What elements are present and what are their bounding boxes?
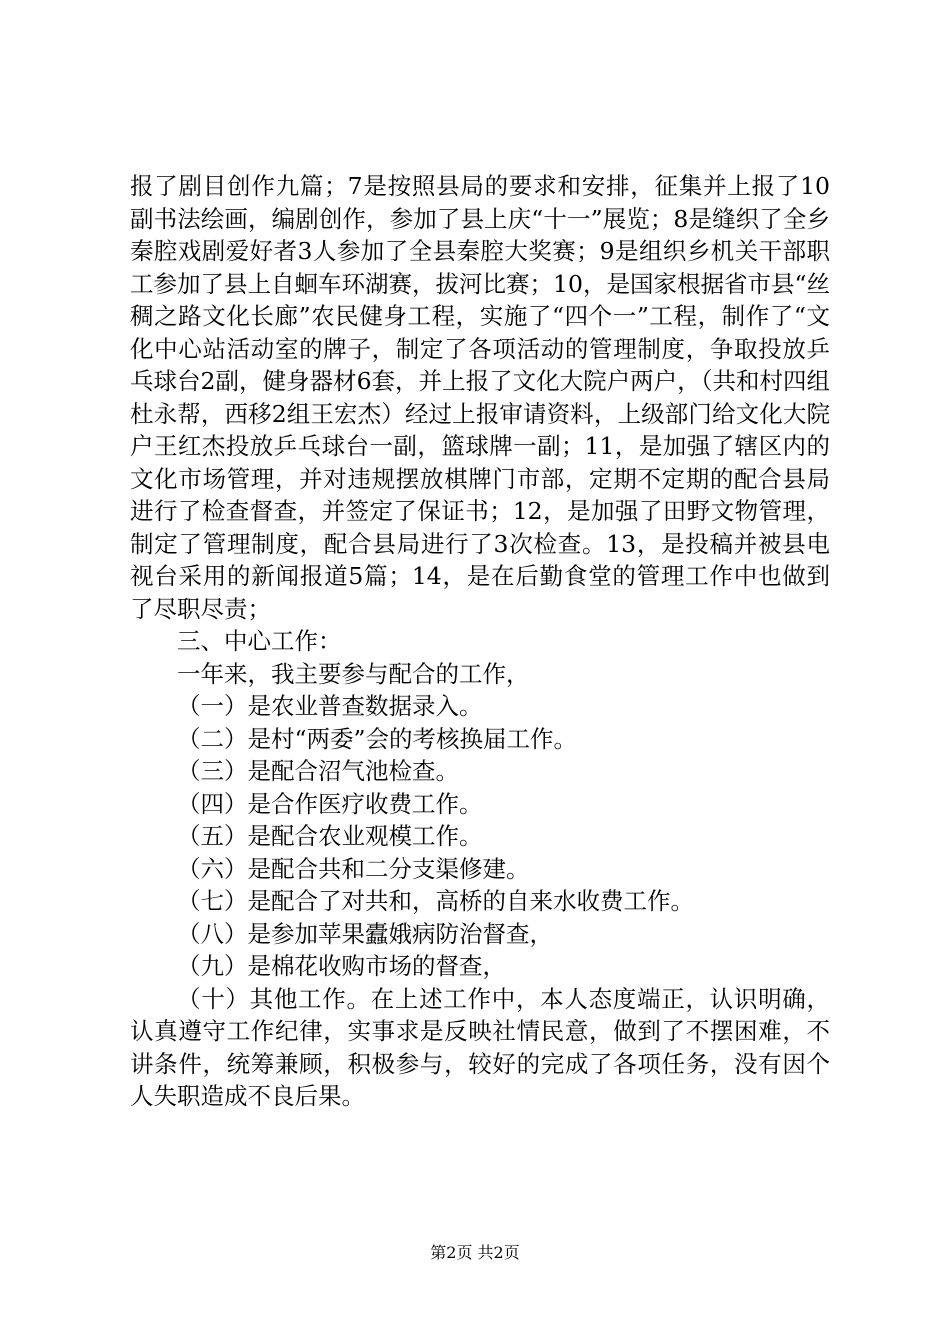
list-item-1: （一）是农业普查数据录入。 [177,692,483,720]
list-item-10: （十）其他工作。在上述工作中，本人态度端正，认识明确，认真遵守工作纪律，实事求是反映社情民意，做到了不摆困难，不讲条件，统筹兼顾，积极参与，较好的完成了各项任务，没有因个人失职造成不良后果。 [130,984,830,1110]
list-item-6: （六）是配合共和二分支渠修建。 [177,854,530,883]
list-item-7: （七）是配合了对共和，高桥的自来水收费工作。 [177,887,694,915]
list-item-3: （三）是配合沼气池检查。 [177,757,459,785]
section-heading-central-work: 三、中心工作： [177,627,342,655]
paragraph-intro: 一年来，我主要参与配合的工作， [177,659,530,688]
list-item-5: （五）是配合农业观模工作。 [177,822,483,850]
list-item-4: （四）是合作医疗收费工作。 [177,789,483,818]
paragraph-continued-report: 报了剧目创作九篇；7是按照县局的要求和安排，征集并上报了10副书法绘画，编剧创作，参加了县上庆“十一”展览；8是缝织了全乡秦腔戏剧爱好者3人参加了全县秦腔大奖赛；9是组织乡机关干部职工参加了县上自蛔车环湖赛，拔河比赛；10，是国家根据省市县“丝稠之路文化长廊”农民健身工程，实施了“四个一”工程，制作了“文化中心站活动室的牌子，制定了各项活动的管理制度，争取投放乒乓球台2副，健身器材6套，并上报了文化大院户两户，（共和村四组杜永帮，西移2组王宏杰）经过上报审请资料，上级部门给文化大院户王红杰投放乒乓球台一副，篮球牌一副；11，是加强了辖区内的文化市场管理，并对违规摆放棋牌门市部，定期不定期的配合县局进行了检查督查，并签定了保证书；12，是加强了田野文物管理，制定了管理制度，配合县局进行了3次检查。13，是投稿并被县电视台采用的新闻报道5篇；14，是在后勤食堂的管理工作中也做到了尽职尽责； [130,172,830,623]
page-number-footer: 第2页 共2页 [430,1243,520,1262]
list-item-9: （九）是棉花收购市场的督查， [177,952,506,980]
list-item-8: （八）是参加苹果蠹娥病防治督查， [177,919,553,948]
list-item-2: （二）是村“两委”会的考核换届工作。 [177,724,578,753]
document-body [130,170,830,1113]
